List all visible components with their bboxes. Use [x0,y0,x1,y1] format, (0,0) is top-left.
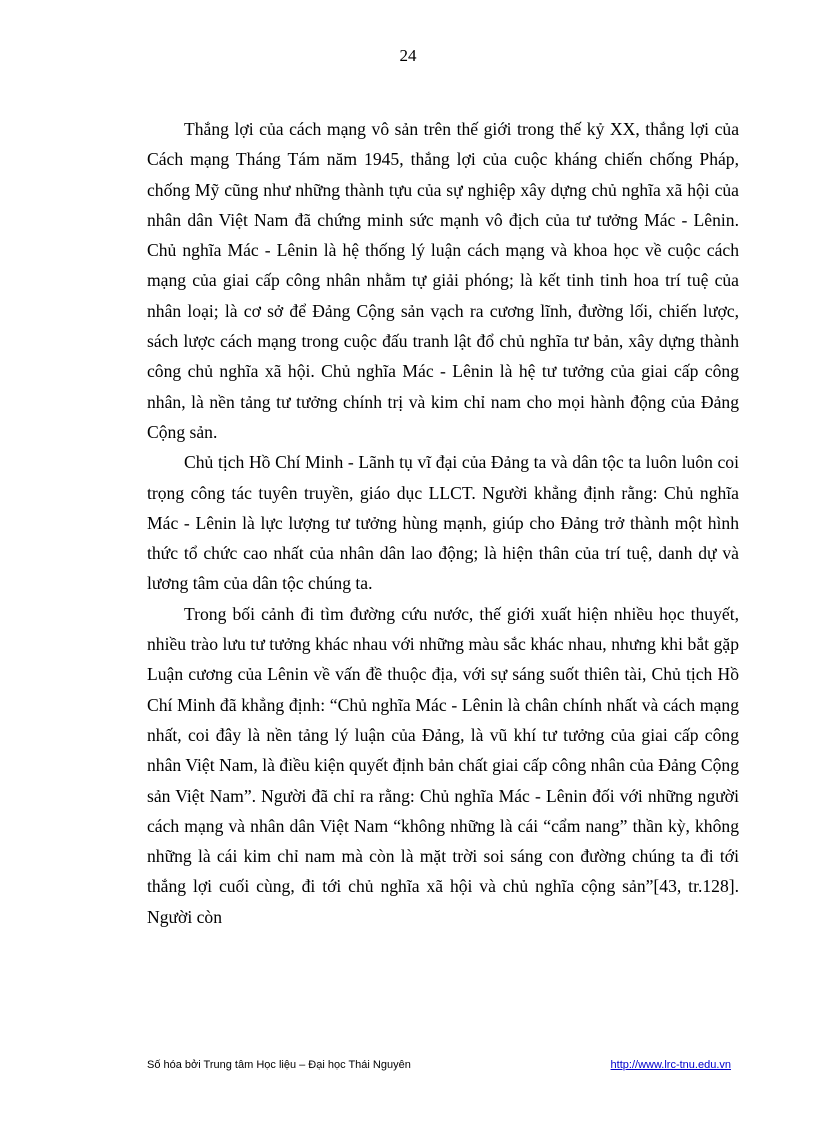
page-number: 24 [399,46,417,65]
paragraph: Thắng lợi của cách mạng vô sản trên thế giới trong thế kỷ XX, thắng lợi của Cách mạng Tháng Tám năm 1945, thắng lợi của cuộc kháng chiến chống Pháp, chống Mỹ cũng như những thành tựu của sự nghiệp xây dựng chủ nghĩa xã hội của nhân dân Việt Nam đã chứng minh sức mạnh vô địch của tư tưởng Mác - Lênin. Chủ nghĩa Mác - Lênin là hệ thống lý luận cách mạng và khoa học về cuộc cách mạng của giai cấp công nhân nhằm tự giải phóng; là kết tinh tinh hoa trí tuệ của nhân loại; là cơ sở để Đảng Cộng sản vạch ra cương lĩnh, đường lối, chiến lược, sách lược cách mạng trong cuộc đấu tranh lật đổ chủ nghĩa tư bản, xây dựng thành công chủ nghĩa xã hội. Chủ nghĩa Mác - Lênin là hệ tư tưởng của giai cấp công nhân, là nền tảng tư tưởng chính trị và kim chỉ nam cho mọi hành động của Đảng Cộng sản. [147,119,739,442]
footer-credit: Số hóa bởi Trung tâm Học liệu – Đại học Thái Nguyên [147,1059,411,1071]
body-text [147,114,739,932]
page-footer [147,1059,731,1077]
footer-link[interactable]: http://www.lrc-tnu.edu.vn [610,1059,731,1071]
paragraph: Trong bối cảnh đi tìm đường cứu nước, thế giới xuất hiện nhiều học thuyết, nhiều trào lưu tư tưởng khác nhau với những màu sắc khác nhau, nhưng khi bắt gặp Luận cương của Lênin về vấn đề thuộc địa, với sự sáng suốt thiên tài, Chủ tịch Hồ Chí Minh đã khẳng định: “Chủ nghĩa Mác - Lênin là chân chính nhất và cách mạng nhất, coi đây là nền tảng lý luận của Đảng, là vũ khí tư tưởng của giai cấp công nhân Việt Nam, là điều kiện quyết định bản chất giai cấp công nhân của Đảng Cộng sản Việt Nam”. Người đã chỉ ra rằng: Chủ nghĩa Mác - Lênin đối với những người cách mạng và nhân dân Việt Nam “không những là cái “cẩm nang” thần kỳ, không những là cái kim chỉ nam mà còn là mặt trời soi sáng con đường chúng ta đi tới thắng lợi cuối cùng, đi tới chủ nghĩa xã hội và chủ nghĩa cộng sản”[43, tr.128]. Người còn [147,603,739,927]
paragraph: Chủ tịch Hồ Chí Minh - Lãnh tụ vĩ đại của Đảng ta và dân tộc ta luôn luôn coi trọng công tác tuyên truyền, giáo dục LLCT. Người khẳng định rằng: Chủ nghĩa Mác - Lênin là lực lượng tư tưởng hùng mạnh, giúp cho Đảng trở thành một hình thức tổ chức cao nhất của nhân dân lao động; là hiện thân của trí tuệ, danh dự và lương tâm của dân tộc chúng ta. [147,452,739,594]
